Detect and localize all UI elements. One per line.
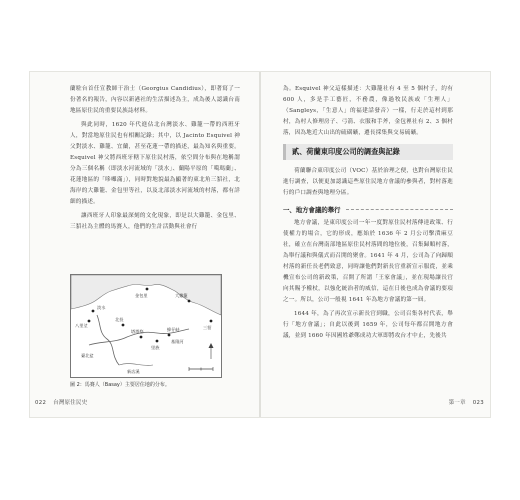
- site-dot: [188, 300, 191, 303]
- site-dot: [140, 336, 143, 339]
- site-dot: [146, 288, 149, 291]
- heading-rule: [346, 209, 453, 210]
- site-dot: [122, 324, 125, 327]
- map-label: 三貂: [203, 325, 212, 330]
- left-page: [30, 72, 259, 417]
- page-number: 023: [472, 400, 484, 406]
- site-dot: [92, 310, 95, 313]
- map-label: 塔塔悠: [131, 329, 144, 334]
- subsection-title: 一、地方會議的舉行: [283, 206, 341, 214]
- section-heading: [283, 144, 453, 160]
- figure-caption: 圖 2：馬賽人（Basay）主要居住地的分布。: [70, 382, 170, 388]
- map-label: 里族: [151, 345, 160, 350]
- basay-map: [71, 275, 221, 377]
- chapter-label: 第一章: [448, 400, 466, 406]
- site-dot: [168, 334, 171, 337]
- site-dot: [156, 340, 159, 343]
- page-number: 022: [35, 400, 47, 406]
- map-label: 基隆河: [171, 339, 184, 344]
- right-page-text: [283, 84, 453, 342]
- left-page-text: [70, 84, 240, 233]
- paragraph: 地方會議，是東印度公司一年一度對原住民村落傳達政策、行使權力的場合，它的形成，應始於 1636 年 2 月公司擊潰麻豆社，確立在台灣南部地區原住民村落間的地位後，召集歸順村落，為舉行議和與儀式而召開的聚會。1641 年 4 月，公司為了向歸順村落的新任長老們致意，同時讓他們對新長官重新宣示服從，並乘機宣布公司的新政策，召開了所謂「王家會議」，並在現場讓長官向其賜予權杖，以強化統治者的威信，這在日後也成為會議的要項之一。所以，公司一般視 1641 年為地方會議的第一屆。: [283, 220, 453, 303]
- paragraph: 為。Esquivel 神父這樣描述：大雞籠社有 4 至 5 個村子，約有 600 人，多是手工藝匠，不務農，像過牧民族或「生理人」（Sangleys，「生意人」的福建話發音）一樣，行走於這村到那村，為村人修理房子、弓箭、衣服和手斧，金包裡社有 2、3 個村落，因為地近大山出的硫磺礦，遷長採集與交易硫礦。: [283, 86, 453, 136]
- running-title: 台灣原住民史: [53, 400, 88, 406]
- map-label: 臺北盆: [81, 353, 94, 358]
- map-label: 金包里: [135, 293, 148, 298]
- map-label: 北投: [115, 317, 124, 322]
- paragraph: 蘭駐台首任宣教師干治士（Georgius Candidius），即著寫了一份著名的報告，內容以新港社的生活描述為主，成為後人認識台南地區原住民的重要民族誌材料。: [70, 86, 240, 114]
- map-label: 新店溪: [127, 369, 140, 374]
- map-figure: [70, 274, 222, 378]
- paragraph: 與此同時，1620 年代進佔北台灣淡水、雞籠一帶的西班牙人，對當地原住民也有相關記錄；其中，以 Jacinto Esquivel 神父對淡水、雞籠、宜蘭，甚至花蓮一帶的描述，最為知名與重要。Esquivel 神父將西班牙轄下原住民村落，依空間分布與在地稱謂分為三個名稱（即淡水河流域的「淡水」、蘭陽平原的「噶瑪蘭」、花蓮地區的「哆囉滿」），同時對地貌最為顯著的東北角三貂社，北海岸的大雞籠、金包里等社，以及北部淡水河流域的村落，都有詳細的描述。: [70, 122, 240, 205]
- book-spread: [30, 72, 490, 417]
- map-label: 八里坌: [75, 323, 88, 328]
- section-title: 貳、荷蘭東印度公司的調查與記錄: [292, 147, 400, 156]
- paragraph: 1644 年，為了再次宣示新長官到職，公司召集各村代表，舉行「地方會議」；自此以後到 1659 年，公司每年都召開地方會議，並到 1660 年因國姓爺鄭成功大軍即將攻台才中止，先後共: [283, 311, 453, 339]
- site-dot: [210, 320, 213, 323]
- right-page: [261, 72, 490, 417]
- map-label: 大雞籠: [175, 293, 188, 298]
- site-dot: [88, 320, 91, 323]
- left-footer: [35, 398, 87, 406]
- right-footer: [449, 398, 484, 406]
- subsection-heading: [283, 205, 453, 214]
- map-label: 淡水: [97, 305, 106, 310]
- paragraph: 讓西班牙人印象最深刻的文化現象，即是以大雞籠、金包里、三貂社為主體的馬賽人，他們的生計活動與社會行: [70, 213, 240, 230]
- map-label: 蜂仔峙: [167, 327, 180, 332]
- paragraph: 荷蘭聯合東印度公司（VOC）基於治理之便，也對台灣原住民進行調查，以便更加認識這些原住民地方會議的參與者，對村落進行的戶口調查與地理分區。: [283, 168, 453, 196]
